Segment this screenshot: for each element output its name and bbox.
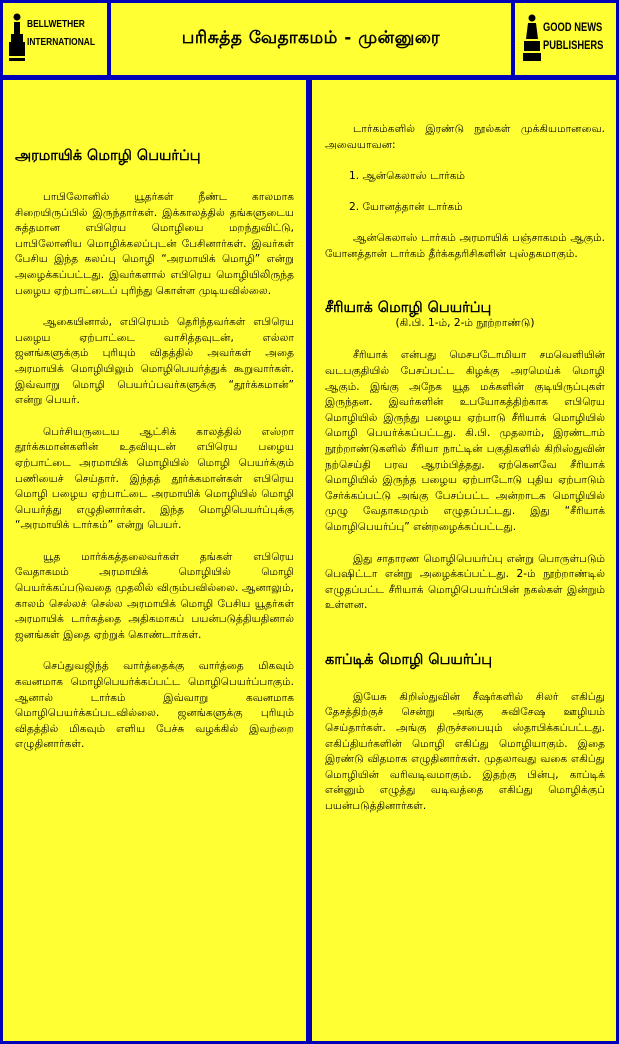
list-item: 2. யோனத்தான் டார்கம்: [349, 201, 463, 214]
logo-line1: BELLWETHER: [27, 18, 85, 30]
good-news-figure-icon: [523, 13, 541, 63]
list-item: 1. ஆன்கெலாஸ் டார்கம்: [349, 170, 466, 183]
bellwether-figure-icon: [9, 12, 25, 62]
syriac-paragraph: இது சாதாரண மொழிபெயர்ப்பு என்று பொருள்படும் பெஷிட்டா என்று அழைக்கப்பட்டது. 2-ம் நூற்றாண்டில் எழுதப்பட்ட சீரியாக் மொழிபெயர்ப்பின் நகல்கள் இன்றும் உள்ளன.: [325, 552, 605, 612]
left-paragraph: பாபிலோனில் யூதர்கள் நீண்ட காலமாக சிறையிருப்பில் இருந்தார்கள். இக்காலத்தில் தங்களுடைய சுத்தமான எபிரெய மொழியை மறந்துவிட்டு, பாபிலோனிய மொழிக்கலப்புடன் பேசினார்கள். இவர்கள் பேசிய இந்த கலப்பு மொழி “அரமாயிக் மொழி” என்று அழைக்கப்பட்டது. இவர்களால் எபிரெய மொழியிலிருந்த பழைய ஏற்பாட்டைப் புரிந்து கொள்ள முடியவில்லை.: [15, 191, 294, 297]
left-column: [3, 80, 306, 1041]
syriac-heading: சீரியாக் மொழி பெயர்ப்பு: [325, 300, 492, 317]
left-paragraph: செப்துவஜிந்த் வார்த்தைக்கு வார்த்தை மிகவும் கவனமாக மொழிபெயர்க்கப்பட்ட மொழிபெயர்ப்பாகும். ஆனால் டார்கம் இவ்வாறு கவனமாக மொழிபெயர்க்கப்படவில்லை. ஜனங்களுக்கு புரியும் விதத்தில் மிகவும் எளிய பேச்சு வழக்கில் இவற்றை எழுதினார்கள்.: [15, 660, 294, 751]
targum-intro: டார்கம்களில் இரண்டு நூல்கள் முக்கியமானவை. அவையாவன:: [325, 123, 605, 151]
targum-description: ஆன்கெலாஸ் டார்கம் அரமாயிக் பஞ்சாகமம் ஆகும். யோனத்தான் டார்கம் தீர்க்கதரிசிகளின் புஸ்தகமாகும்.: [325, 232, 605, 260]
left-paragraph: பெர்சியருடைய ஆட்சிக் காலத்தில் எஸ்றா தூர்க்கமான்களின் உதவியுடன் எபிரெய பழைய ஏற்பாட்டை அரமாயிக் மொழியில் மொழி பெயர்க்கும் பணியைச் செய்தார். இந்தத் தூர்க்கமான்கள் எபிரெய மொழி பழைய ஏற்பாட்டை அரமாயிக் மொழியில் மொழி பெயர்த்து எழுதினார்கள். இந்த மொழிபெயர்ப்புக்கு “அரமாயிக் டார்கம்” என்று பெயர்.: [15, 425, 294, 532]
coptic-paragraph: இயேசு கிறிஸ்துவின் சீஷர்களில் சிலர் எகிப்து தேசத்திற்குச் சென்று அங்கு சுவிசேஷ ஊழியம் செய்தார்கள். அங்கு திருச்சபையும் ஸ்தாபிக்கப்பட்டது. எகிப்தியர்களின் மொழி எகிப்து மொழியாகும். இதை இரண்டு விதமாக எழுதினார்கள். முதலாவது வகை எகிப்து மொழியின் வரிவடிவமாகும். இதற்கு பின்பு, காப்டிக் என்னும் எழுத்து வடிவத்தை எகிப்து மொழிக்குப் பயன்படுத்தினார்கள்.: [325, 690, 605, 813]
bellwether-logo-text: [27, 15, 95, 51]
logo-line2: INTERNATIONAL: [27, 36, 95, 48]
targum-list: [349, 169, 605, 215]
header-title-box: [111, 3, 511, 75]
page-title: பரிசுத்த வேதாகமம் - முன்னுரை: [181, 28, 441, 48]
coptic-heading: காப்டிக் மொழி பெயர்ப்பு: [325, 651, 493, 668]
syriac-paragraph: சீரியாக் என்பது மெசபடோமியா சமவெளியின் வடபகுதியில் பேசப்பட்ட கிழக்கு அரமெய்க் மொழி ஆகும். இங்கு அநேக யூத மக்களின் குடியிருப்புகள் இருந்தன. இவர்களின் உபயோகத்திற்காக எபிரெய மொழியில் இருந்து பழைய ஏற்பாடு சீரியாக் மொழியில் மொழி பெயர்க்கப்பட்டது. கி.பி. முதலாம், இரண்டாம் நூற்றாண்டுகளில் சீரியா நாட்டின் பகுதிகளில் கிறிஸ்துவின் நற்செய்தி பரவ ஆரம்பித்தது. ஏற்கெனவே சீரியாக் மொழியில் இருந்த பழைய ஏற்பாடோடு புதிய ஏற்பாடும் சேர்க்கப்பட்டு அங்கு பேசப்பட்ட அன்றாடக மொழியில் முழு வேதாகமமும் எழுதப்பட்டது. இது “சீரியாக் மொழிபெயர்ப்பு” என்றழைக்கப்பட்டது.: [325, 349, 605, 533]
left-paragraph: ஆகையினால், எபிரெயம் தெரிந்தவர்கள் எபிரெய பழைய ஏற்பாட்டை வாசித்தவுடன், எல்லா ஜனங்களுக்கும் புரியும் விதத்தில் அவர்கள் அதை அரமாயிக் மொழியிலும் மொழிபெயர்த்துக் கூறுவார்கள். இவ்வாறு மொழி பெயர்ப்பவர்களுக்கு “தூர்க்கமான்” என்று பெயர்.: [15, 316, 294, 407]
bellwether-logo: [3, 3, 107, 75]
right-column: [312, 80, 616, 1041]
good-news-logo: [515, 3, 616, 75]
logo-line1: GOOD NEWS: [543, 20, 603, 34]
logo-line2: PUBLISHERS: [543, 38, 604, 52]
good-news-logo-text: [543, 18, 603, 54]
left-paragraph: யூத மார்க்கத்தலைவர்கள் தங்கள் எபிரெய வேதாகமம் அரமாயிக் மொழியில் மொழி பெயர்க்கப்படுவதை முதலில் விரும்பவில்லை. ஆனாலும், காலம் செல்லச் செல்ல அரமாயிக் மொழி பேசிய யூதர்கள் அரமாயிக் டார்கத்தை அதிகமாகப் பயன்படுத்தியதினால் ஜனங்கள் இதை ஏற்றுக் கொண்டார்கள்.: [15, 550, 294, 641]
syriac-subheading: (கி.பி. 1-ம், 2-ம் நூற்றாண்டு): [395, 317, 535, 330]
aramaic-heading: அரமாயிக் மொழி பெயர்ப்பு: [15, 148, 201, 164]
